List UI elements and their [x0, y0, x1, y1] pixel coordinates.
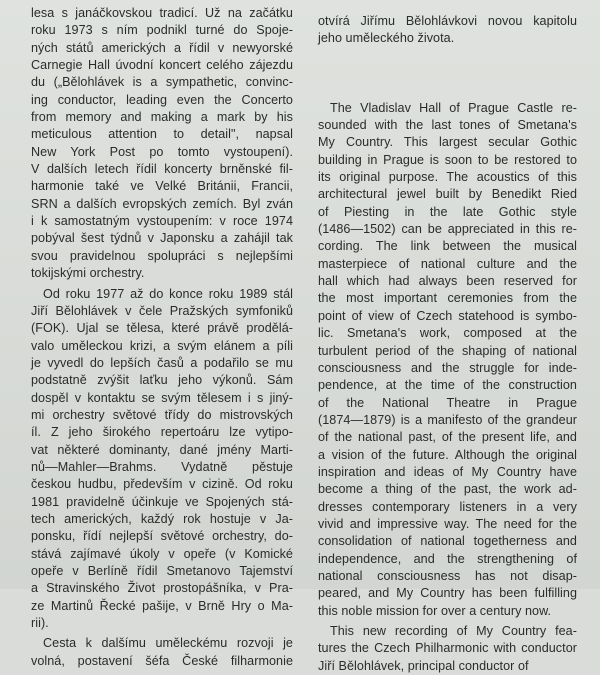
text-line: a Stravinského Život prostopášníka, v Pra-: [31, 581, 293, 596]
text-line: Carnegie Hall úvodní koncert celého zájezdu: [31, 58, 293, 73]
text-line: stává zajímavé úkoly v opeře (v Komické: [31, 546, 293, 561]
text-line: vivid and impressive way. The need for the: [318, 516, 577, 531]
text-line: its original purpose. The acoustics of this: [318, 170, 577, 185]
text-line: inspiration and ideas of My Country have: [318, 464, 577, 479]
text-line: (1486—1502) can be appreciated in this re-: [318, 222, 577, 237]
text-line: hall which had always been reserved for: [318, 274, 577, 289]
text-line: vat některé dominanty, dané jmény Marti-: [31, 442, 293, 457]
text-line: Od roku 1977 až do konce roku 1989 stál: [43, 286, 293, 301]
text-line: My Country. This largest secular Gothic: [318, 135, 577, 150]
text-line: Jiří Bělohlávek v čele Pražských symfoniků: [31, 303, 293, 318]
text-line: masterpiece of national culture and the: [318, 256, 577, 271]
text-line: jeho uměleckého života.: [318, 31, 455, 46]
text-line: of Piesting in the late Gothic style: [318, 204, 577, 219]
text-line: from memory and making a mark by his: [31, 110, 293, 125]
text-line: turbulent period of the shaping of national: [318, 343, 577, 358]
text-line: consolidation of national togetherness and: [318, 534, 577, 549]
text-line: the most important ceremonies from the: [318, 291, 577, 306]
paragraph-czech-continuation: [318, 13, 577, 48]
english-text-column: [318, 13, 577, 675]
text-line: V dalších letech řídil koncerty brněnské fil-: [31, 162, 293, 177]
text-line: building in Prague is soon to be restored to: [318, 152, 577, 167]
text-line: valo uměleckou krizi, a svým elánem a píli: [31, 338, 293, 353]
text-line: (1874—1879) is a manifesto of the grandeur: [318, 412, 577, 427]
text-line: cording. The link between the musical: [318, 239, 577, 254]
text-line: architectural jewel built by Benedikt Ried: [318, 187, 577, 202]
text-line: tokijskými orchestry.: [31, 266, 145, 281]
text-line: opeře v Berlíně řídil Smetanovo Tajemství: [31, 564, 293, 578]
text-line: SRN a dalších evropských zemích. Byl zván: [31, 196, 293, 211]
text-line: peared, and My Country has been fulfilling: [318, 586, 577, 601]
paragraph-career-abroad: [31, 5, 293, 283]
text-line: (FOK). Ujal se tělesa, které právě prodělá-: [31, 321, 293, 336]
text-line: meticulous attention to detail", napsal: [31, 127, 293, 142]
text-line: ze Martinů Řecké pašije, v Brně Hry o Ma-: [31, 598, 293, 613]
text-line: dresses contemporary listeners in a very: [318, 499, 577, 514]
paragraph-czech-philharmonic: [31, 635, 293, 670]
text-line: ing conductor, leading even the Concerto: [31, 92, 293, 107]
text-line: pobýval šest týdnů v Japonsku a zahájil tak: [31, 231, 293, 246]
text-line: national consciousness has not disap-: [318, 568, 577, 583]
text-line: mi orchestry světové třídy do mistrovských: [31, 407, 293, 422]
text-line: otvírá Jiřímu Bělohlávkovi novou kapitolu: [318, 14, 577, 28]
text-line: lic. Smetana's work, composed at the: [318, 326, 577, 341]
text-line: svou pravidelnou spolupráci s nejlepšími: [31, 248, 293, 263]
text-line: nů—Mahler—Brahms. Vydatně pěstuje: [31, 459, 293, 474]
czech-text-column: [31, 5, 293, 670]
text-line: podstatně zvýšit laťku jeho výkonů. Sám: [31, 373, 293, 388]
text-line: point of view of Czech statehood is symbo-: [318, 308, 577, 323]
paragraph-spacer: [318, 48, 577, 100]
text-line: tech amerických, každý rok hostuje v Ja-: [31, 511, 293, 526]
text-line: independence, and the strengthening of: [318, 551, 577, 566]
text-line: roku 1973 s ním podnikl turné do Spoje-: [31, 23, 293, 38]
text-line: českou hudbu, především v cizině. Od roku: [31, 477, 293, 492]
text-line: consciousness and the struggle for inde-: [318, 360, 577, 375]
text-line: sounded with the last tones of Smetana's: [318, 118, 577, 133]
text-line: harmonie také ve Velké Británii, Francii,: [31, 179, 293, 194]
text-line: du („Bělohlávek is a sympathetic, convinc-: [31, 75, 293, 90]
text-line: ných států amerických a řídil v newyorské: [31, 40, 293, 55]
text-line: Jiří Bělohlávek, principal conductor of: [318, 658, 529, 673]
text-line: The Vladislav Hall of Prague Castle re-: [330, 100, 577, 115]
text-line: je vyvedl do lepších časů a podařilo se mu: [31, 355, 293, 370]
text-line: of the national past, of the present life, and: [318, 430, 577, 445]
text-line: pendence, at the time of the construction: [318, 378, 577, 393]
text-line: dospěl v kontaktu se svým tělesem i s jiný-: [31, 390, 293, 405]
text-line: New York Post po tomto vystoupení).: [31, 144, 293, 159]
text-line: tures the Czech Philharmonic with conductor: [318, 641, 577, 656]
text-line: i k samostatným vystoupením: v roce 1974: [31, 214, 293, 229]
text-line: lesa s janáčkovskou tradicí. Už na začátku: [31, 6, 293, 20]
paragraph-fok-years: [31, 286, 293, 633]
paragraph-new-recording: [318, 623, 577, 675]
paragraph-vladislav-hall: [318, 100, 577, 620]
text-line: rii).: [31, 616, 49, 631]
text-line: Cesta k dalšímu uměleckému rozvoji je: [43, 636, 293, 651]
text-line: a vision of the future. Although the original: [318, 447, 577, 462]
text-line: íl. Z jeho širokého repertoáru lze vytipo-: [31, 425, 293, 440]
text-line: volná, postavení šéfa České filharmonie: [31, 653, 293, 668]
text-line: this noble mission for over a century now.: [318, 603, 552, 618]
text-line: This new recording of My Country fea-: [330, 624, 577, 638]
text-line: 1981 pravidelně účinkuje ve Spojených stá-: [31, 494, 293, 509]
text-line: of the National Theatre in Prague: [318, 395, 577, 410]
text-line: become a thing of the past, the work ad-: [318, 482, 577, 497]
text-line: ponsku, řídí nejlepší světové orchestry, do-: [31, 529, 293, 544]
